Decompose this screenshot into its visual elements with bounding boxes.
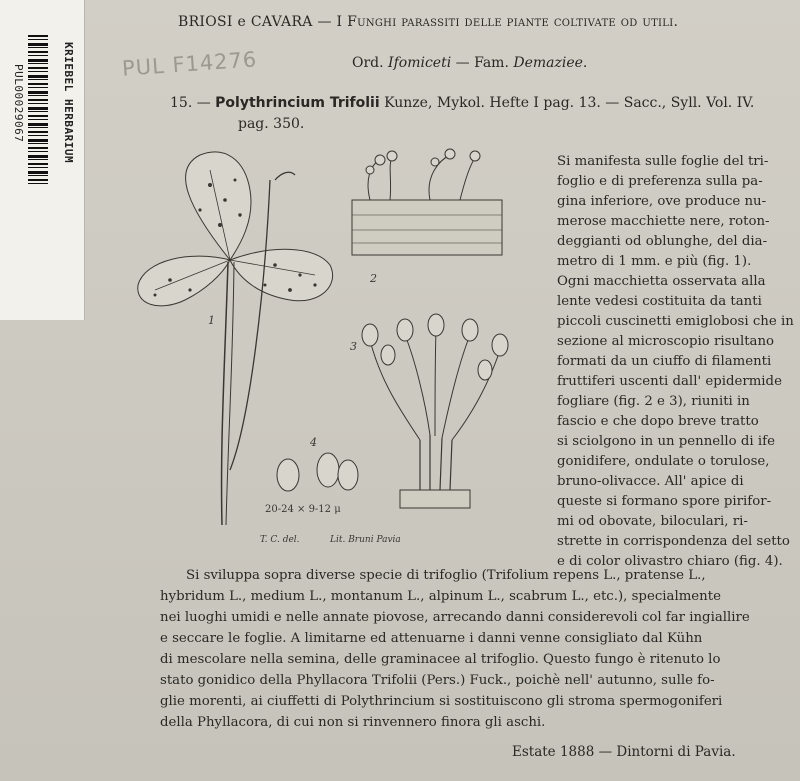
fig-label-4: 4 <box>310 436 317 449</box>
description-line: merose macchiette nere, roton- <box>557 214 770 229</box>
paragraph-line: della Phyllacora, di cui non si rinvennero finora gli aschi. <box>160 715 546 730</box>
paragraph-line: hybridum L., medium L., montanum L., alpinum L., scabrum L., etc.), specialmente <box>160 589 721 604</box>
entry-number: 15. — <box>170 95 216 111</box>
clover-leaf-illustration <box>138 152 333 525</box>
description-line: fogliare (fig. 2 e 3), riuniti in <box>557 394 750 409</box>
description-line: fascio e che dopo breve tratto <box>557 414 759 429</box>
paragraph-line: stato gonidico della Phyllacora Trifolii (Pers.) Fuck., poichè nell' autunno, sulle fo- <box>160 673 715 688</box>
species-citation: Kunze, Mykol. Hefte I pag. 13. — Sacc., Syll. Vol. IV. <box>379 95 755 111</box>
description-line: e di color olivastro chiaro (fig. 4). <box>557 554 783 569</box>
description-line: mi od obovate, biloculari, ri- <box>557 514 748 529</box>
description-line: Si manifesta sulle foglie del tri- <box>557 154 769 169</box>
description-line: strette in corrispondenza del setto <box>557 534 790 549</box>
description-line: bruno-olivacce. All' apice di <box>557 474 744 489</box>
paragraph-line: e seccare le foglie. A limitarne ed attenuarne i danni venne consigliato dal Kühn <box>160 631 703 646</box>
header-authors: BRIOSI e CAVARA <box>178 14 313 30</box>
species-citation-cont: pag. 350. <box>238 116 305 132</box>
page-header <box>178 14 678 30</box>
species-name: Polythrincium Trifolii <box>215 95 380 111</box>
description-line: Ogni macchietta osservata alla <box>557 274 766 289</box>
order-value: Ifomiceti <box>388 55 452 71</box>
description-line: fruttiferi uscenti dall' epidermide <box>557 374 782 389</box>
description-line: gonidifere, ondulate o torulose, <box>557 454 770 469</box>
description-line: metro di 1 mm. e più (fig. 1). <box>557 254 752 269</box>
description-line: si sciolgono in un pennello di ife <box>557 434 775 449</box>
description-line: foglio e di preferenza sulla pa- <box>557 174 763 189</box>
description-line: deggianti od oblunghe, del dia- <box>557 234 768 249</box>
fig-label-1: 1 <box>208 314 215 327</box>
paragraph-line: glie morenti, ai ciuffetti di Polythrincium si sostituiscono gli stroma spermogoniferi <box>160 694 723 709</box>
description-line: piccoli cuscinetti emiglobosi che in <box>557 314 794 329</box>
order-label: Ord. <box>352 55 389 71</box>
collection-footer: Estate 1888 — Dintorni di Pavia. <box>512 744 736 760</box>
paragraph-line: nei luoghi umidi e nelle annate piovose, arrecando danni considerevoli col far ingiallire <box>160 610 750 625</box>
description-line: sezione al microscopio risultano <box>557 334 775 349</box>
description-line: formati da un ciuffo di filamenti <box>557 354 772 369</box>
barcode <box>28 35 48 187</box>
fig-label-2: 2 <box>370 272 377 285</box>
classification-line <box>352 55 587 71</box>
herbarium-name: KRIEBEL HERBARIUM <box>62 42 75 164</box>
fig2-section <box>352 149 502 255</box>
header-dash: — <box>312 14 337 30</box>
family-value: Demaziee. <box>513 55 588 71</box>
family-label: — Fam. <box>451 55 514 71</box>
description-line: queste si formano spore pirifor- <box>557 494 772 509</box>
credit-left: T. C. del. <box>260 535 300 545</box>
spore-scale: 20-24 × 9-12 μ <box>265 504 341 515</box>
accession-stamp: PUL F14276 <box>121 47 258 81</box>
paragraph-line: Si sviluppa sopra diverse specie di trifoglio (Trifolium repens L., pratense L., <box>186 568 706 583</box>
fig4-spores <box>277 453 358 491</box>
catalog-number: PUL00029067 <box>12 64 25 143</box>
species-title <box>170 95 754 111</box>
botanical-illustration <box>130 140 540 560</box>
description-line: gina inferiore, ove produce nu- <box>557 194 767 209</box>
fig3-tuft <box>362 314 508 508</box>
credit-right: Lit. Bruni Pavia <box>330 535 401 545</box>
header-work-title: I Funghi parassiti delle piante coltivate od utili. <box>336 14 679 30</box>
description-line: lente vedesi costituita da tanti <box>557 294 762 309</box>
fig-label-3: 3 <box>350 340 357 353</box>
barcode-label <box>0 0 85 320</box>
paragraph-line: di mescolare nella semina, delle graminacee al trifoglio. Questo fungo è ritenuto lo <box>160 652 721 667</box>
